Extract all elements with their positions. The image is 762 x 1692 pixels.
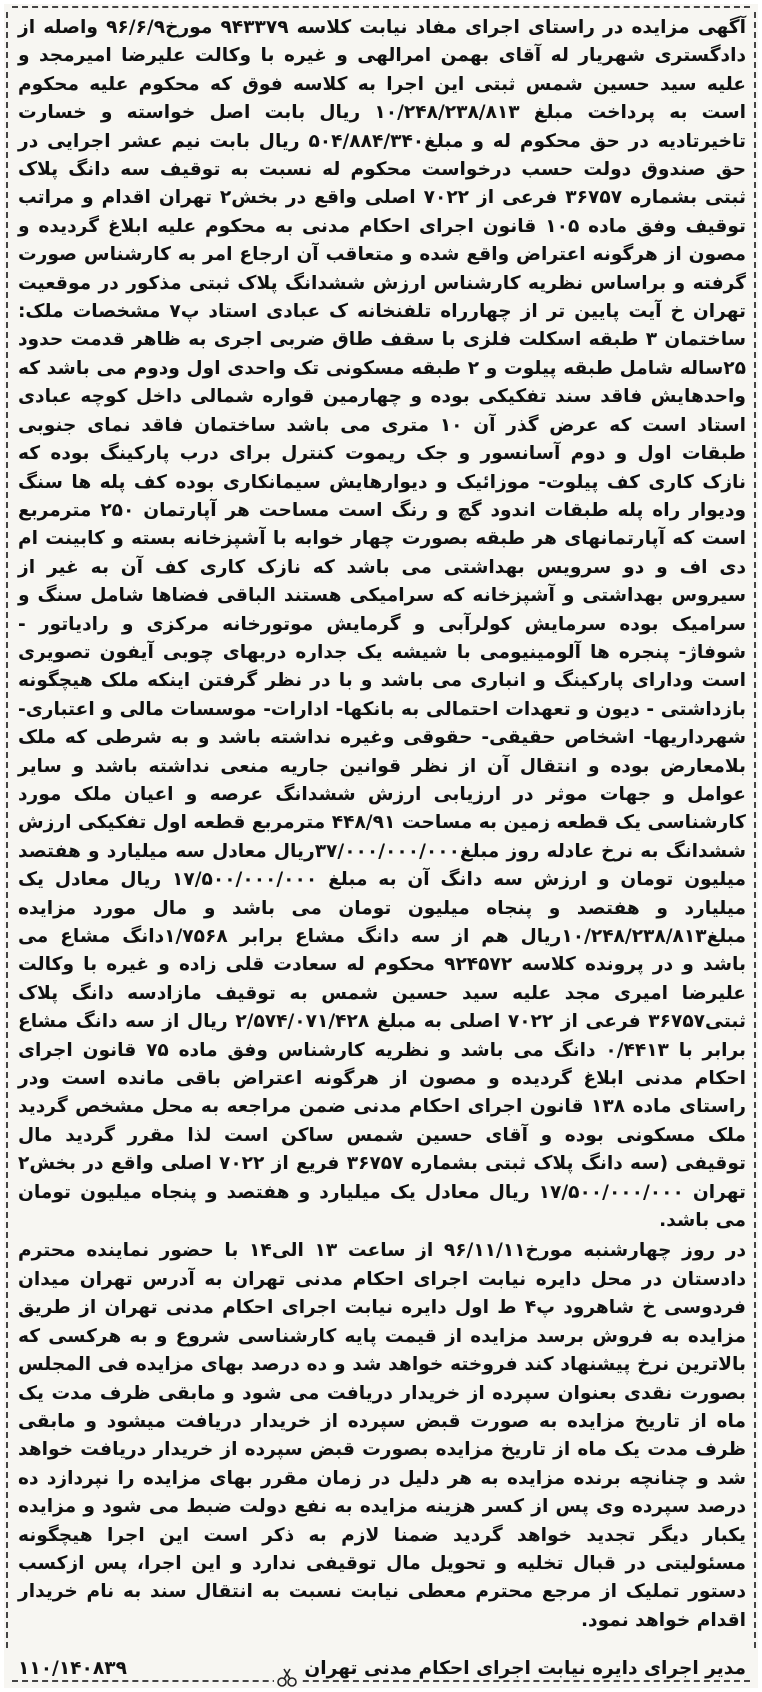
- left-dashed-border: [6, 12, 8, 1648]
- notice-paragraph-main: آگهی مزایده در راستای اجرای مفاد نیابت کلاسه ۹۴۳۳۷۹ مورخ۹۶/۶/۹ واصله از دادگستری شهریار له آقای بهمن امرالهی و غیره با وکالت علیرضا امیرمجد و علیه سید حسین شمس ثبتی این اجرا به کلاسه فوق که محکوم علیه محکوم است به پرداخت مبلغ ۱۰/۲۴۸/۲۳۸/۸۱۳ ریال بابت اصل خواسته و خسارت تاخیرتادیه در حق محکوم له و مبلغ۵۰۴/۸۸۴/۳۴۰ ریال بابت نیم عشر اجرایی در حق صندوق دولت حسب درخواست محکوم له نسبت به توقیف سه دانگ پلاک ثبتی بشماره ۳۶۷۵۷ فرعی از ۷۰۲۲ اصلی واقع در بخش۲ تهران اقدام و مراتب توقیف وفق ماده ۱۰۵ قانون اجرای احکام مدنی به محکوم علیه ابلاغ گردیده و مصون از هرگونه اعتراض واقع شده و متعاقب آن ارجاع امر به کارشناس صورت گرفته و براساس نظریه کارشناس ارزش ششدانگ پلاک ثبتی مذکور در موقعیت تهران خ آیت پایین تر از چهارراه تلفنخانه ک عبادی استاد پ۷ مشخصات ملک: ساختمان ۳ طبقه اسکلت فلزی با سقف طاق ضربی اجری به ظاهر قدمت حدود ۲۵ساله شامل طبقه پیلوت و ۲ طبقه مسکونی تک واحدی اول ودوم می باشد که واحدهایش فاقد سند تفکیکی بوده و چهارمین قواره شمالی داخل کوچه عبادی استاد است که عرض گذر آن ۱۰ متری می باشد ساختمان فاقد نمای جنوبی طبقات اول و دوم آسانسور و جک ریموت کنترل برای درب پارکینگ بوده که نازک کاری کف پیلوت- موزائیک و دیوارهایش سیمانکاری بوده کف پله ها سنگ ودیوار راه پله طبقات اندود گچ و رنگ است مساحت هر آپارتمان ۲۵۰ مترمربع است که آپارتمانهای هر طبقه بصورت چهار خوابه با آشپزخانه بسته و کابینت ام دی اف و دو سرویس بهداشتی می باشد که نازک کاری کف آن به غیر از سیروس بهداشتی و آشپزخانه که سرامیکی هستند الباقی فضاها شامل سنگ و سرامیک بوده سرمایش کولرآبی و گرمایش موتورخانه مرکزی و رادیاتور - شوفاژ- پنجره ها آلومینیومی با شیشه یک جداره دربهای چوبی آیفون تصویری است ودارای پارکینگ و انباری می باشد و با در نظر گرفتن اینکه ملک هیچگونه بازداشتی - دیون و تعهدات احتمالی به بانکها- ادارات- موسسات مالی و اعتباری- شهرداریها- اشخاص حقیقی- حقوقی وغیره نداشته باشد و به شرطی که ملک بلامعارض بوده و انتقال آن از نظر قوانین جاریه منعی نداشته باشد و سایر عوامل و جهات موثر در ارزیابی ارزش ششدانگ عرصه و اعیان ملک مورد کارشناسی یک قطعه زمین به مساحت ۴۴۸/۹۱ مترمربع قطعه اول تفکیکی ارزش ششدانگ به نرخ عادله روز مبلغ۳۷/۰۰۰/۰۰۰/۰۰۰ریال معادل سه میلیارد و هفتصد میلیون تومان و ارزش سه دانگ آن به مبلغ ۱۷/۵۰۰/۰۰۰/۰۰۰ ریال معادل یک میلیارد و هفتصد و پنجاه میلیون تومان می باشد و مال مورد مزایده مبلغ۱۰/۲۴۸/۲۳۸/۸۱۳ریال هم از سه دانگ مشاع برابر ۱/۷۵۶۸دانگ مشاع می باشد و در پرونده کلاسه ۹۲۴۵۷۲ محکوم له سعادت قلی زاده و غیره با وکالت علیرضا امیری مجد علیه سید حسین شمس به توقیف مازادسه دانگ پلاک ثبتی۳۶۷۵۷ فرعی از ۷۰۲۲ اصلی به مبلغ ۲/۵۷۴/۰۷۱/۴۲۸ ریال از سه دانگ مشاع برابر با ۰/۴۴۱۳ دانگ می باشد و نظریه کارشناس وفق ماده ۷۵ قانون اجرای احکام مدنی ابلاغ گردیده و مصون از هرگونه اعتراض باقی مانده است ودر راستای ماده ۱۳۸ قانون اجرای احکام مدنی ضمن مراجعه به محل مشخص گردید ملک مسکونی بوده و آقای حسین شمس ساکن است لذا مقرر گردید مال توقیفی (سه دانگ پلاک ثبتی بشماره ۳۶۷۵۷ فریع از ۷۰۲۲ اصلی واقع در بخش۲ تهران ۱۷/۵۰۰/۰۰۰/۰۰۰ ریال معادل یک میلیارد و هفتصد و پنجاه میلیون تومان می باشد.: [18, 17, 747, 1232]
- right-dashed-border: [754, 12, 756, 1648]
- scissors-icon: [274, 1668, 300, 1688]
- top-dashed-border: [12, 6, 750, 8]
- newspaper-clipping: [4, 4, 758, 1688]
- signature-number: ۱۱۰/۱۴۰۸۳۹: [18, 1658, 127, 1679]
- signature-line: [18, 1658, 746, 1679]
- notice-paragraph-auction-terms: در روز چهارشنبه مورخ۹۶/۱۱/۱۱ از ساعت ۱۳ الی۱۴ با حضور نماینده محترم دادستان در محل دایره نیابت اجرای احکام مدنی تهران به آدرس تهران میدان فردوسی خ شاهرود پ۴ ط اول دایره نیابت اجرای احکام مدنی تهران از طریق مزایده به فروش برسد مزایده از قیمت پایه کارشناسی شروع و به هرکسی که بالاترین نرخ پیشنهاد کند فروخته خواهد شد و ده درصد بهای مزایده فی المجلس بصورت نقدی بعنوان سپرده از خریدار دریافت می شود و مابقی ظرف مدت یک ماه از تاریخ مزایده به صورت قبض سپرده از خریدار دریافت میشود و مابقی ظرف مدت یک ماه از تاریخ مزایده بصورت قبض سپرده از خریدار دریافت خواهد شد و چنانچه برنده مزایده به هر دلیل در زمان مقرر بهای مزایده را نپردازد ده درصد سپرده وی پس از کسر هزینه مزایده به نفع دولت ضبط می شود و مزایده یکبار دیگر تجدید خواهد گردید ضمنا لازم به ذکر است این اجرا هیچگونه مسئولیتی در قبال تخلیه و تحویل مال توقیفی ندارد و این اجرا، پس ازکسب دستور تملیک از مرجع محترم معطی نیابت نسبت به انتقال سند به نام خریدار اقدام خواهد نمود.: [18, 1240, 747, 1631]
- auction-notice-body: [18, 14, 746, 1635]
- bottom-dashed-border: [12, 1680, 750, 1682]
- signature-office: مدیر اجرای دایره نیابت اجرای احکام مدنی تهران: [304, 1658, 746, 1679]
